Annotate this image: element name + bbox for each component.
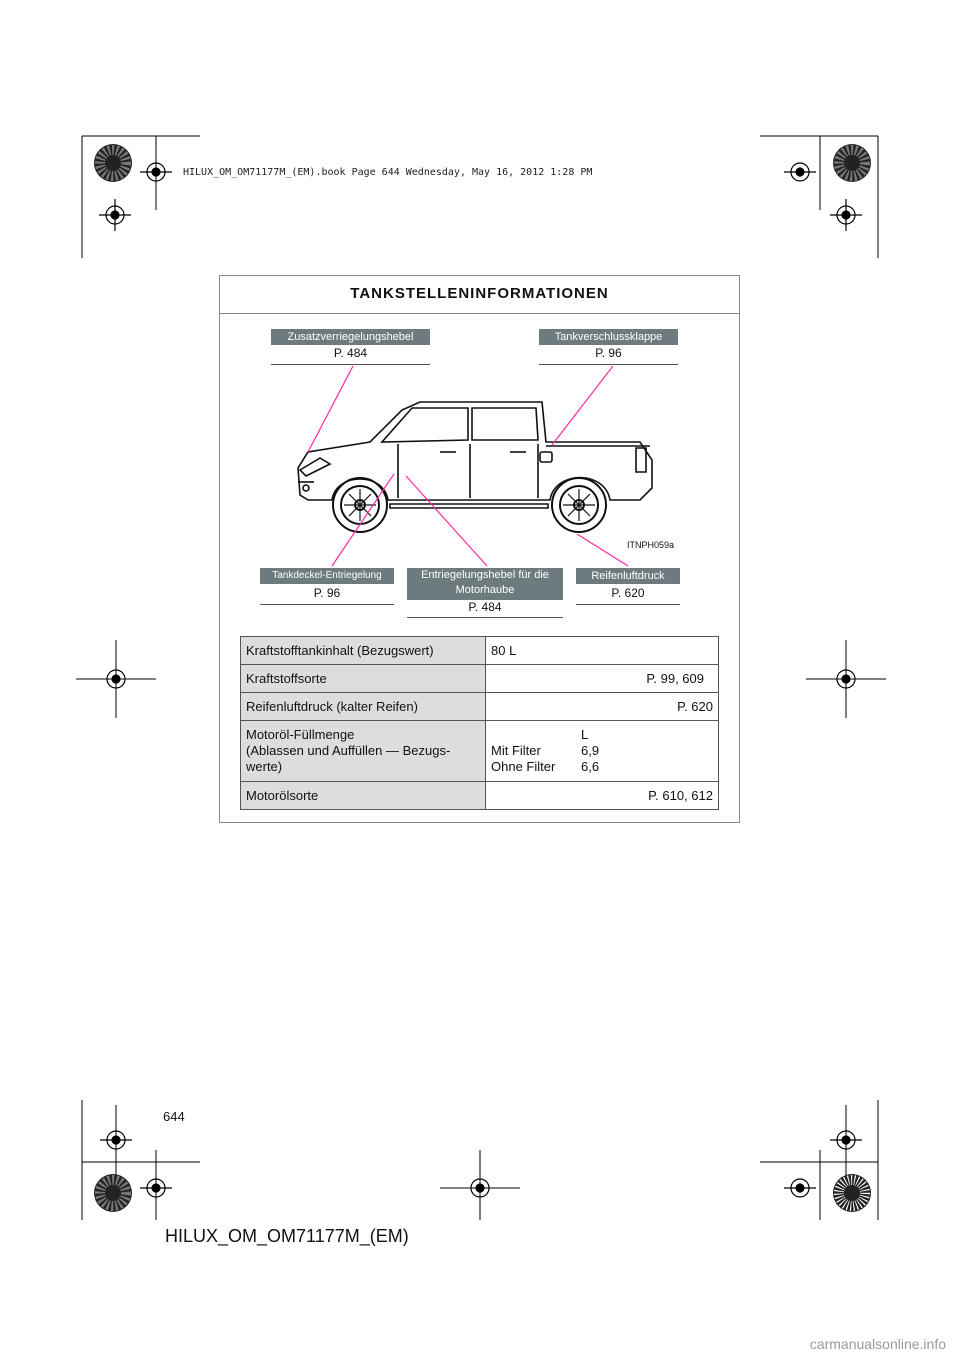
hood-release-label-line1: Entriegelungshebel für die xyxy=(421,569,549,581)
oil-capacity-values xyxy=(486,721,719,782)
fuel-release-label: Tankdeckel-Entriegelung xyxy=(260,568,394,584)
figure-code: ITNPH059a xyxy=(627,540,675,550)
without-filter-label: Ohne Filter xyxy=(491,759,556,774)
table-row xyxy=(241,721,719,782)
tire-pressure-ref: P. 620 xyxy=(611,586,645,600)
table-value: P. 99, 609 xyxy=(486,665,719,693)
hood-lock-label: Zusatzverriegelungshebel xyxy=(271,329,430,345)
table-key: Kraftstoffsorte xyxy=(241,665,486,693)
spec-table xyxy=(240,636,719,810)
with-filter-value: 6,9 xyxy=(581,743,600,758)
table-value: 80 L xyxy=(486,637,719,665)
panel-title: TANKSTELLENINFORMATIONEN xyxy=(220,276,739,314)
book-header: HILUX_OM_OM71177M_(EM).book Page 644 Wednesday, May 16, 2012 1:28 PM xyxy=(183,167,593,178)
table-row xyxy=(241,693,719,721)
table-key: Kraftstofftankinhalt (Bezugswert) xyxy=(241,637,486,665)
fuel-door-label: Tankverschlussklappe xyxy=(539,329,678,345)
oil-unit: L xyxy=(581,727,589,742)
oil-capacity-line1: Motoröl-Füllmenge xyxy=(246,727,355,742)
table-value: P. 610, 612 xyxy=(486,782,719,810)
fuel-door-ref: P. 96 xyxy=(595,346,622,360)
tire-pressure-label: Reifenluftdruck xyxy=(576,568,680,584)
hood-release-ref: P. 484 xyxy=(468,600,502,614)
table-row xyxy=(241,782,719,810)
oil-capacity-line2: (Ablassen und Auffüllen — Bezugs- xyxy=(246,743,451,758)
with-filter-label: Mit Filter xyxy=(491,743,541,758)
table-row xyxy=(241,665,719,693)
hood-lock-ref: P. 484 xyxy=(333,346,368,360)
without-filter-value: 6,6 xyxy=(581,759,600,774)
table-key: Motorölsorte xyxy=(241,782,486,810)
table-value: P. 620 xyxy=(486,693,719,721)
footer-doc-id: HILUX_OM_OM71177M_(EM) xyxy=(165,1226,409,1246)
table-key xyxy=(241,721,486,782)
table-row xyxy=(241,637,719,665)
oil-capacity-line3: werte) xyxy=(246,759,283,774)
watermark: carmanualsonline.info xyxy=(809,1336,946,1352)
hood-release-label-line2: Motorhaube xyxy=(455,584,515,596)
fuel-release-ref: P. 96 xyxy=(313,586,341,600)
table-key: Reifenluftdruck (kalter Reifen) xyxy=(241,693,486,721)
page-number: 644 xyxy=(163,1109,185,1124)
